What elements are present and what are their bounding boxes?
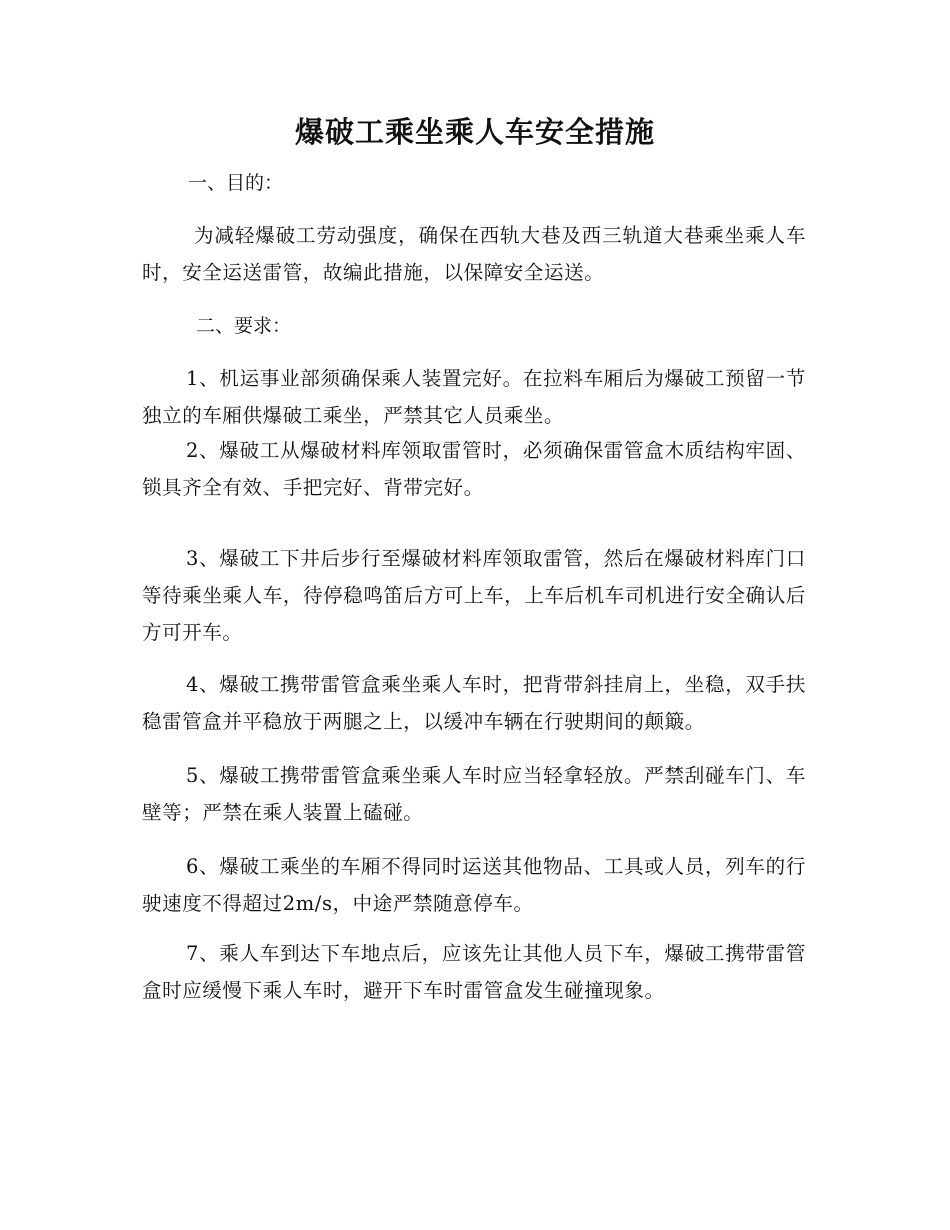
requirement-item-3: 3、爆破工下井后步行至爆破材料库领取雷管，然后在爆破材料库门口等待乘坐乘人车，待停稳鸣笛后方可上车，上车后机车司机进行安全确认后方可开车。 [142, 547, 806, 644]
purpose-paragraph: 为减轻爆破工劳动强度，确保在西轨大巷及西三轨道大巷乘坐乘人车时，安全运送雷管，故编此措施，以保障安全运送。 [142, 224, 806, 284]
requirement-item-4: 4、爆破工携带雷管盒乘坐乘人车时，把背带斜挂肩上，坐稳，双手扶稳雷管盒并平稳放于两腿之上，以缓冲车辆在行驶期间的颠簸。 [142, 673, 806, 733]
requirement-item-6: 6、爆破工乘坐的车厢不得同时运送其他物品、工具或人员，列车的行驶速度不得超过2m/s，中途严禁随意停车。 [142, 855, 806, 915]
requirement-item-2: 2、爆破工从爆破材料库领取雷管时，必须确保雷管盒木质结构牢固、锁具齐全有效、手把完好、背带完好。 [142, 439, 806, 499]
document-title: 爆破工乘坐乘人车安全措施 [294, 115, 655, 149]
requirement-item-7: 7、乘人车到达下车地点后，应该先让其他人员下车，爆破工携带雷管盒时应缓慢下乘人车时，避开下车时雷管盒发生碰撞现象。 [142, 942, 806, 1002]
section-heading-requirements: 二、要求： [196, 315, 292, 337]
section-heading-purpose: 一、目的： [188, 172, 284, 194]
requirement-item-5: 5、爆破工携带雷管盒乘坐乘人车时应当轻拿轻放。严禁刮碰车门、车壁等；严禁在乘人装置上磕碰。 [142, 764, 806, 824]
requirement-item-1: 1、机运事业部须确保乘人装置完好。在拉料车厢后为爆破工预留一节独立的车厢供爆破工乘坐，严禁其它人员乘坐。 [142, 367, 806, 427]
